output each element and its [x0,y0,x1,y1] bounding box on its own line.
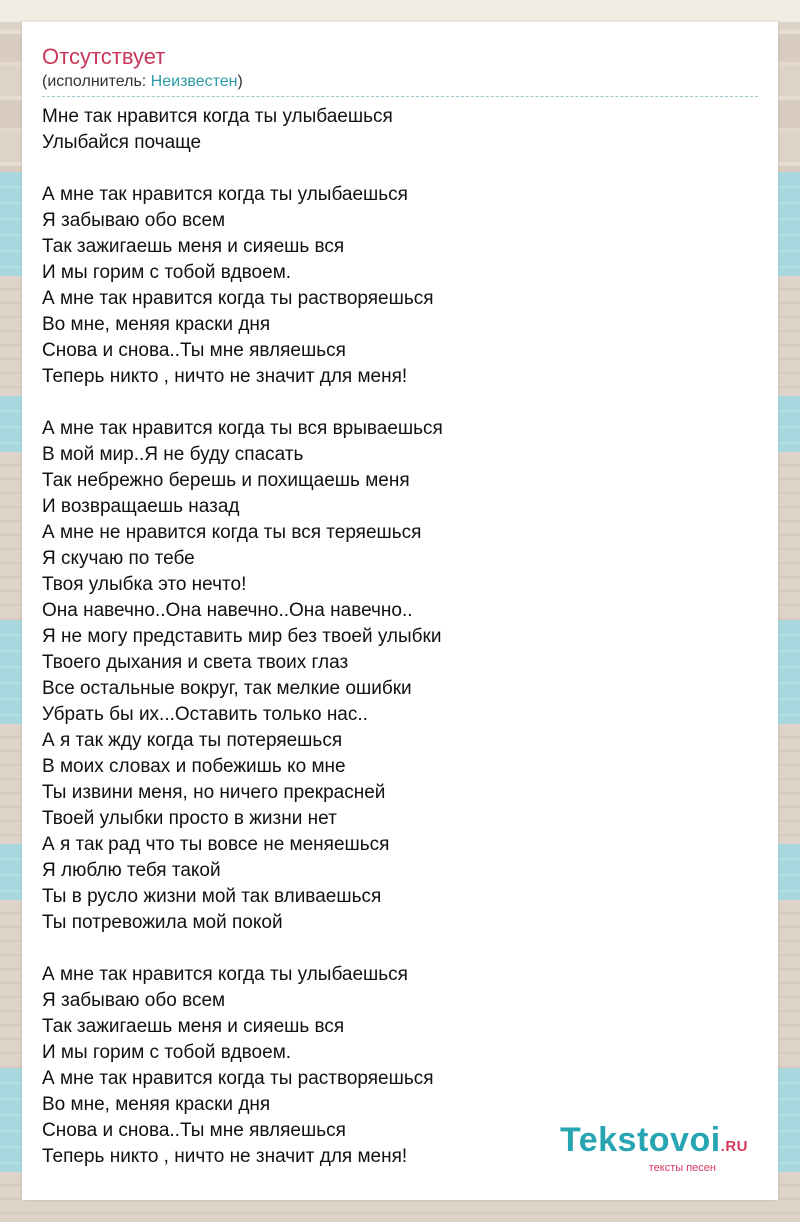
artist-suffix: ) [237,73,243,90]
lyric-line: Я не могу представить мир без твоей улыбки [42,626,442,647]
lyric-line: Она навечно..Она навечно..Она навечно.. [42,600,413,621]
artist-line [42,72,758,97]
logo-tagline: тексты песен [648,1162,716,1174]
lyric-line: Так зажигаешь меня и сияешь вся [42,236,345,257]
site-logo[interactable] [560,1123,748,1174]
lyric-line: И мы горим с тобой вдвоем. [42,262,292,283]
background-stripe [0,0,800,22]
lyrics-card [22,22,778,1200]
stanza-break [42,390,758,416]
lyric-line: Я скучаю по тебе [42,548,195,569]
lyric-line: Убрать бы их...Оставить только нас.. [42,704,368,725]
lyric-line: Твоей улыбки просто в жизни нет [42,808,337,829]
song-title: Отсутствует [42,44,166,69]
artist-link[interactable]: Неизвестен [150,73,238,90]
artist-prefix: (исполнитель: [42,73,151,90]
lyric-line: А мне так нравится когда ты улыбаешься [42,184,408,205]
lyric-line: И мы горим с тобой вдвоем. [42,1042,292,1063]
lyric-line: А мне так нравится когда ты улыбаешься [42,964,408,985]
lyric-line: А я так жду когда ты потеряешься [42,730,343,751]
lyric-line: А мне так нравится когда ты растворяешься [42,288,434,309]
lyric-line: Все остальные вокруг, так мелкие ошибки [42,678,412,699]
lyric-line: Так небрежно берешь и похищаешь меня [42,470,410,491]
lyric-line: Мне так нравится когда ты улыбаешься [42,106,393,127]
lyric-line: Теперь никто , ничто не значит для меня! [42,366,408,387]
lyric-line: И возвращаешь назад [42,496,240,517]
lyric-line: Я люблю тебя такой [42,860,221,881]
lyrics-text [42,104,758,1170]
lyric-line: Улыбайся почаще [42,132,202,153]
lyric-line: А мне не нравится когда ты вся теряешься [42,522,422,543]
lyric-line: Ты в русло жизни мой так вливаешься [42,886,382,907]
lyric-line: Во мне, меняя краски дня [42,1094,271,1115]
lyric-line: Так зажигаешь меня и сияешь вся [42,1016,345,1037]
stanza-break [42,156,758,182]
lyric-line: Твоя улыбка это нечто! [42,574,247,595]
lyric-line: В моих словах и побежишь ко мне [42,756,346,777]
lyric-line: В мой мир..Я не буду спасать [42,444,304,465]
stanza-break [42,936,758,962]
lyric-line: Ты извини меня, но ничего прекрасней [42,782,386,803]
lyric-line: Я забываю обо всем [42,990,226,1011]
lyric-line: Снова и снова..Ты мне являешься [42,340,346,361]
lyric-line: Я забываю обо всем [42,210,226,231]
lyric-line: Во мне, меняя краски дня [42,314,271,335]
lyric-line: Теперь никто , ничто не значит для меня! [42,1146,408,1167]
song-header [42,42,758,97]
logo-tld: .RU [720,1138,748,1155]
lyric-line: Ты потревожила мой покой [42,912,283,933]
lyric-line: Снова и снова..Ты мне являешься [42,1120,346,1141]
lyric-line: А я так рад что ты вовсе не меняешься [42,834,390,855]
lyric-line: А мне так нравится когда ты растворяешься [42,1068,434,1089]
lyric-line: А мне так нравится когда ты вся врываешься [42,418,443,439]
lyric-line: Твоего дыхания и света твоих глаз [42,652,349,673]
logo-name: Tekstovoi [559,1121,721,1159]
logo-wordmark [560,1123,748,1164]
